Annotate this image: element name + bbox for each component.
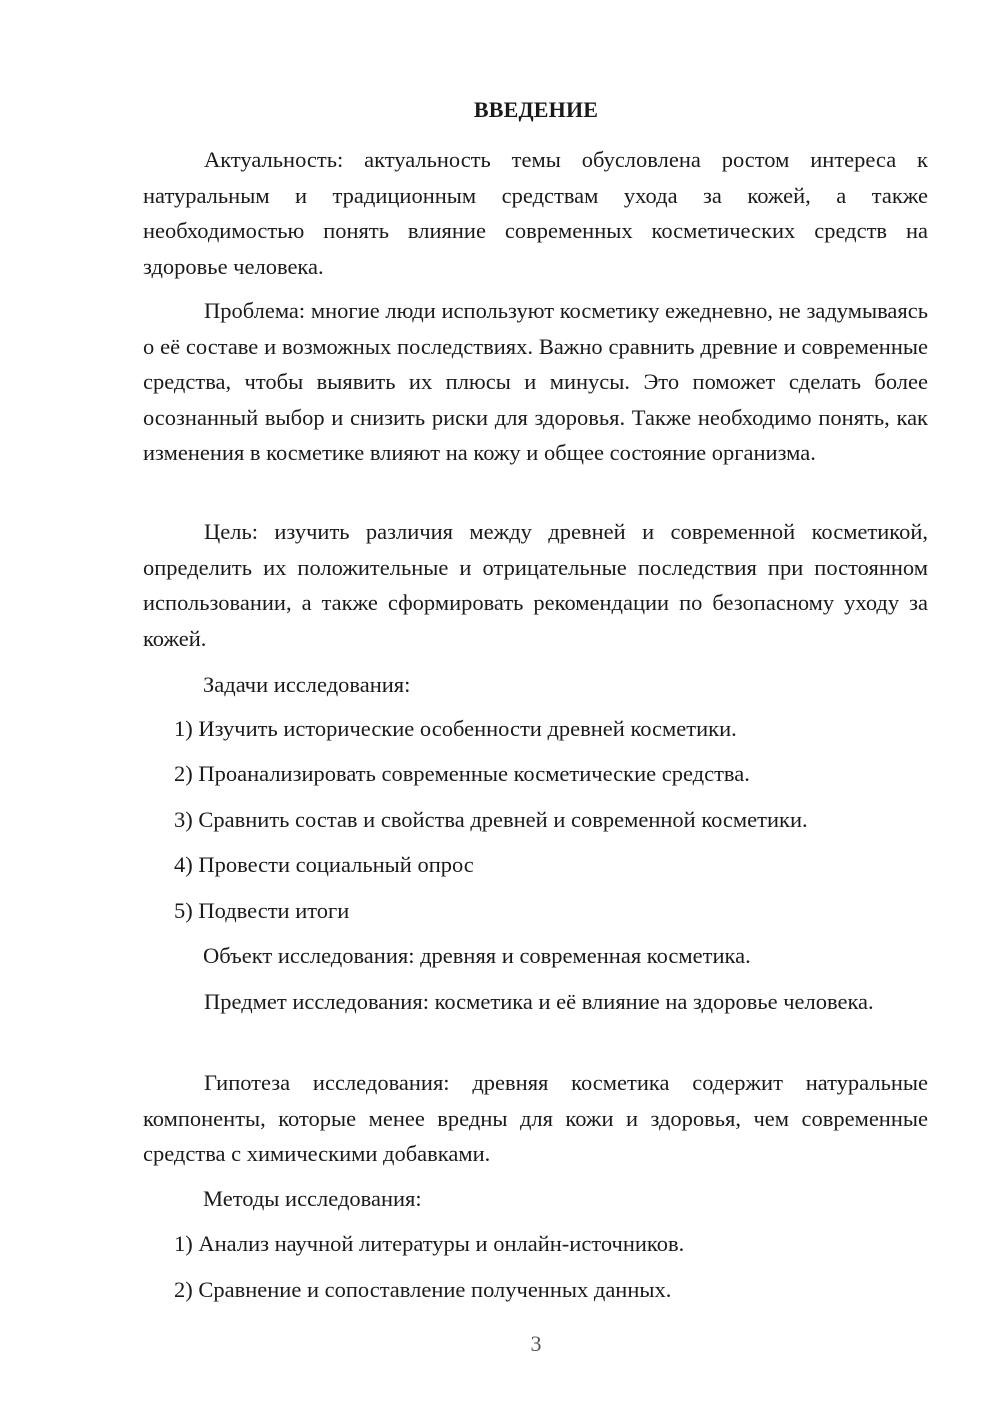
method-item: 2) Сравнение и сопоставление полученных данных. [174, 1277, 672, 1302]
methods-heading: Методы исследования: [203, 1186, 422, 1211]
task-item: 5) Подвести итоги [174, 898, 350, 923]
problem-paragraph: Проблема: многие люди используют косметику ежедневно, не задумываясь о её составе и возможных последствиях. Важно сравнить древние и современные средства, чтобы выявить их плюсы и минусы. Это поможет сделать более осознанный выбор и снизить риски для здоровья. Также необходимо понять, как изменения в косметике влияют на кожу и общее состояние организма. [143, 298, 928, 465]
relevance-paragraph: Актуальность: актуальность темы обусловлена ростом интереса к натуральным и традиционным средствам ухода за кожей, а также необходимостью понять влияние современных косметических средств на здоровье человека. [143, 147, 928, 279]
task-item: 3) Сравнить состав и свойства древней и современной косметики. [174, 807, 808, 832]
object-paragraph: Объект исследования: древняя и современная косметика. [203, 943, 751, 968]
method-item: 1) Анализ научной литературы и онлайн-источников. [174, 1231, 685, 1256]
task-item: 2) Проанализировать современные косметические средства. [174, 761, 750, 786]
section-title: ВВЕДЕНИЕ [473, 97, 599, 122]
hypothesis-paragraph: Гипотеза исследования: древняя косметика содержит натуральные компоненты, которые менее вредны для кожи и здоровья, чем современные средства с химическими добавками. [143, 1070, 928, 1166]
tasks-heading: Задачи исследования: [203, 672, 411, 697]
task-item: 1) Изучить исторические особенности древней косметики. [174, 716, 737, 741]
goal-paragraph: Цель: изучить различия между древней и современной косметикой, определить их положительные и отрицательные последствия при постоянном использовании, а также сформировать рекомендации по безопасному уходу за кожей. [143, 519, 928, 651]
page-number: 3 [530, 1331, 542, 1356]
task-item: 4) Провести социальный опрос [174, 852, 474, 877]
subject-paragraph: Предмет исследования: косметика и её влияние на здоровье человека. [204, 989, 874, 1014]
